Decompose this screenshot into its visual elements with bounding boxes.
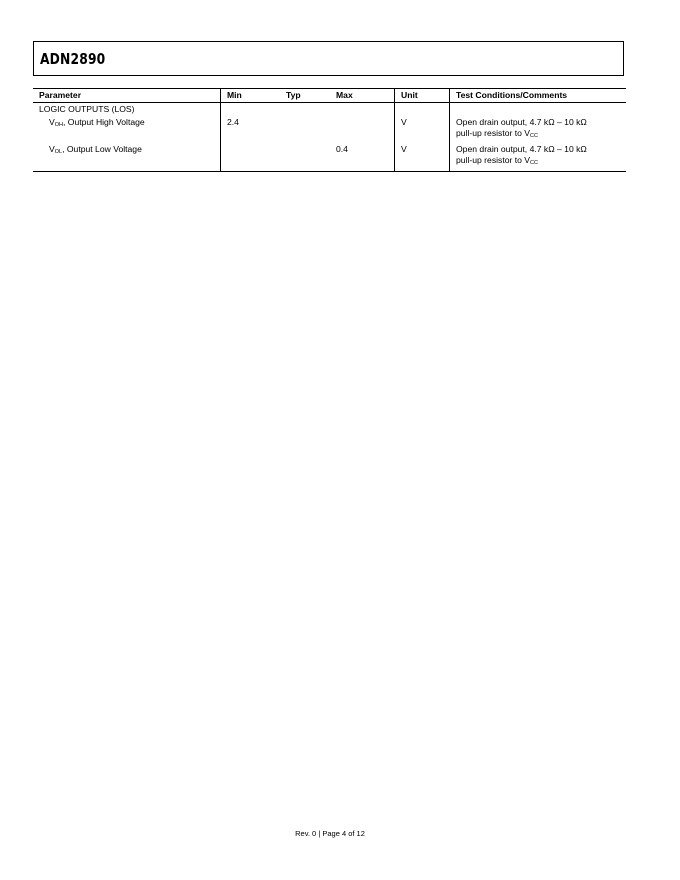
unit-value: V [395, 116, 450, 143]
column-header-comments: Test Conditions/Comments [450, 89, 627, 103]
comment-line-2: pull-up resistor to V [456, 155, 531, 165]
min-value: 2.4 [221, 116, 281, 143]
comment-line-2: pull-up resistor to V [456, 128, 531, 138]
parameter-name: , Output High Voltage [62, 117, 145, 127]
comment-line-2-subscript: CC [530, 133, 538, 139]
comment-line-1: Open drain output, 4.7 kΩ – 10 kΩ [456, 117, 587, 127]
parameter-cell [33, 143, 221, 172]
column-header-max: Max [330, 89, 395, 103]
max-value [330, 116, 395, 143]
comment-cell [450, 116, 627, 143]
typ-value [280, 116, 330, 143]
parameter-cell [33, 116, 221, 143]
parameter-name: , Output Low Voltage [62, 144, 142, 154]
comment-line-2-subscript: CC [530, 160, 538, 166]
table-row [33, 143, 626, 172]
parameter-symbol-subscript: OL [54, 149, 63, 155]
page-footer: Rev. 0 | Page 4 of 12 [295, 829, 365, 838]
column-header-min: Min [221, 89, 281, 103]
parameter-symbol: V [49, 117, 55, 127]
specifications-table [33, 88, 626, 172]
column-header-parameter: Parameter [33, 89, 221, 103]
typ-value [280, 143, 330, 172]
max-value: 0.4 [330, 143, 395, 172]
parameter-symbol: V [49, 144, 55, 154]
comment-line-1: Open drain output, 4.7 kΩ – 10 kΩ [456, 144, 587, 154]
comment-cell [450, 143, 627, 172]
table-header-row [33, 89, 626, 103]
part-number-title: ADN2890 [40, 50, 106, 68]
section-label: LOGIC OUTPUTS (LOS) [39, 104, 135, 114]
table-row [33, 116, 626, 143]
header-box [33, 41, 624, 76]
column-header-unit: Unit [395, 89, 450, 103]
unit-value: V [395, 143, 450, 172]
section-row [33, 103, 626, 117]
parameter-symbol-subscript: OH [54, 122, 63, 128]
min-value [221, 143, 281, 172]
column-header-typ: Typ [280, 89, 330, 103]
